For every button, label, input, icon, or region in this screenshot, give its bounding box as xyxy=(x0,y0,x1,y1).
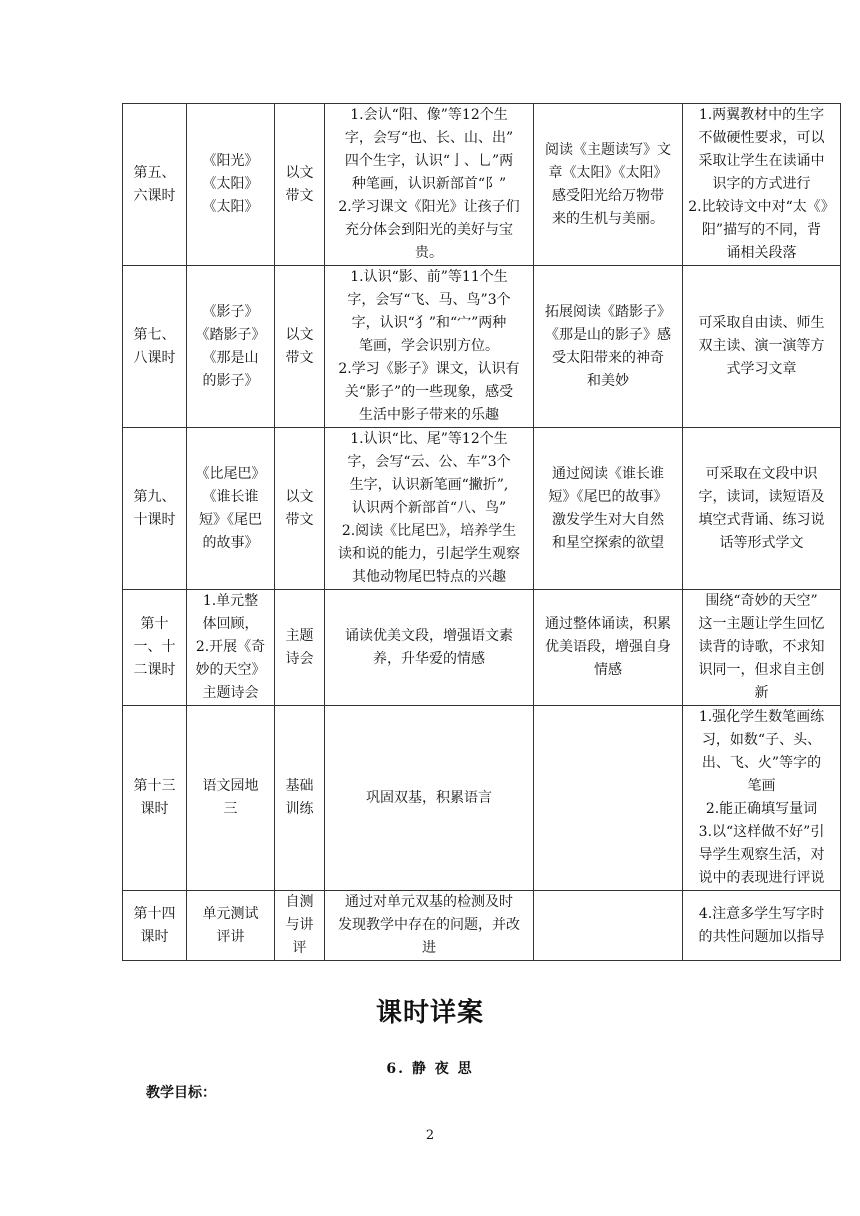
cell-line: 短》《尾巴 xyxy=(199,511,262,528)
cell-line: 生活中影子带来的乐趣 xyxy=(359,407,499,423)
lesson-title: 6. 静 夜 思 xyxy=(386,1061,474,1077)
cell-line: 2.阅读《比尾巴》，培养学生 xyxy=(341,523,517,539)
mode-cell xyxy=(275,428,325,590)
cell-line: 阅读《主题读写》文 xyxy=(545,141,671,158)
cell-line: 自测 xyxy=(285,894,314,910)
cell-line: 主题 xyxy=(285,627,314,644)
cell-line: 《踏影子》 xyxy=(195,326,266,343)
mode-cell xyxy=(275,266,325,428)
cell-line: 的影子》 xyxy=(202,372,259,389)
table-row xyxy=(123,428,841,590)
table-row xyxy=(123,104,841,266)
cell-line: 认识两个新部首“八、鸟” xyxy=(351,500,507,516)
cell-line: 发现教学中存在的问题，并改 xyxy=(338,917,520,933)
cell-line: 2.学习《影子》课文，认识有 xyxy=(338,361,520,377)
cell-line: 主题诗会 xyxy=(202,685,259,701)
cell-line: 读背的诗歌，不求知 xyxy=(698,639,825,655)
cell-line: 第五、 xyxy=(133,164,176,181)
cell-line: 1.单元整 xyxy=(202,593,259,609)
notes-cell xyxy=(683,706,841,891)
texts-cell xyxy=(187,428,275,590)
table-row xyxy=(123,266,841,428)
period-cell xyxy=(123,266,187,428)
cell-line: 诵相关段落 xyxy=(726,245,797,261)
cell-line: 《那是山 xyxy=(202,349,259,366)
cell-line: 养，升华爱的情感 xyxy=(373,650,485,667)
cell-line: 字，会写“云、公、车”3个 xyxy=(347,454,511,470)
cell-line: 感受阳光给万物带 xyxy=(552,187,664,204)
reading-cell xyxy=(534,590,683,706)
cell-line: 识同一，但求自主创 xyxy=(698,662,825,678)
cell-line: 第九、 xyxy=(133,488,176,505)
mode-cell xyxy=(275,891,325,961)
cell-line: 2.能正确填写量词 xyxy=(705,801,818,817)
cell-line: 以文 xyxy=(285,326,314,343)
cell-line: 以文 xyxy=(285,488,314,505)
cell-line: 六课时 xyxy=(133,187,176,204)
table-row xyxy=(123,891,841,961)
cell-line: 可采取在文段中识 xyxy=(705,465,818,482)
cell-line: 巩固双基，积累语言 xyxy=(366,789,492,806)
goals-cell xyxy=(325,706,534,891)
cell-line: 诗会 xyxy=(285,650,314,667)
cell-line: 《影子》 xyxy=(202,303,259,320)
cell-line: 与讲 xyxy=(285,917,314,933)
cell-line: 采取让学生在读诵中 xyxy=(698,153,825,169)
cell-line: 十课时 xyxy=(133,511,176,528)
reading-cell xyxy=(534,428,683,590)
cell-line: 种笔画，认识新部首“阝” xyxy=(351,176,507,192)
cell-line: 基础 xyxy=(285,778,314,794)
cell-line: 围绕“奇妙的天空” xyxy=(705,593,818,609)
cell-line: 带文 xyxy=(285,349,314,366)
texts-cell xyxy=(187,706,275,891)
notes-cell xyxy=(683,428,841,590)
cell-line: 话等形式学文 xyxy=(719,534,804,551)
cell-line: 可采取自由读、师生 xyxy=(698,315,825,331)
cell-line: 贵。 xyxy=(415,245,443,261)
cell-line: 的故事》 xyxy=(202,534,259,551)
period-cell xyxy=(123,891,187,961)
cell-line: 《谁长谁 xyxy=(202,488,259,505)
period-cell xyxy=(123,104,187,266)
cell-line: 导学生观察生活，对 xyxy=(698,847,825,863)
goals-cell xyxy=(325,428,534,590)
cell-line: 2.学习课文《阳光》让孩子们 xyxy=(338,199,520,215)
cell-line: 《太阳》 xyxy=(202,176,259,192)
cell-line: 章《太阳》《太阳》 xyxy=(548,164,668,181)
cell-line: 三 xyxy=(223,801,238,817)
cell-line: 八课时 xyxy=(133,349,176,366)
cell-line: 语文园地 xyxy=(202,778,259,794)
cell-line: 字，读词，读短语及 xyxy=(698,488,825,505)
cell-line: 习，如数“子、头、 xyxy=(701,732,822,748)
cell-line: 评讲 xyxy=(216,928,245,945)
cell-line: 4.注意多学生写字时 xyxy=(698,905,825,922)
cell-line: 课时 xyxy=(140,928,169,945)
cell-line: 字，会写“飞、马、鸟”3个 xyxy=(347,292,511,308)
cell-line: 带文 xyxy=(285,187,314,204)
cell-line: 《太阳》 xyxy=(202,199,259,215)
cell-line: 2.比较诗文中对“太《》 xyxy=(688,199,835,215)
texts-cell xyxy=(187,891,275,961)
cell-line: 式学习文章 xyxy=(726,361,797,377)
cell-line: 第十 xyxy=(140,616,169,632)
cell-line: 的共性问题加以指导 xyxy=(698,928,825,945)
cell-line: 通过对单元双基的检测及时 xyxy=(345,894,513,910)
doc-title: 课时详案 xyxy=(375,998,484,1028)
objective-label: 教学目标： xyxy=(146,1085,216,1101)
cell-line: 《阳光》 xyxy=(202,153,259,169)
period-cell xyxy=(123,428,187,590)
cell-line: 二课时 xyxy=(133,662,176,678)
cell-line: 关“影子”的一些现象，感受 xyxy=(344,384,514,400)
cell-line: 体回顾， xyxy=(202,616,259,632)
mode-cell xyxy=(275,706,325,891)
cell-line: 和美妙 xyxy=(587,372,629,389)
cell-line: 双主读、演一演等方 xyxy=(698,338,825,354)
cell-line: 阳”描写的不同，背 xyxy=(701,222,822,238)
cell-line: 第七、 xyxy=(133,326,176,343)
cell-line: 其他动物尾巴特点的兴趣 xyxy=(352,569,506,585)
reading-cell xyxy=(534,706,683,891)
cell-line: 笔画，学会识别方位。 xyxy=(359,338,499,354)
cell-line: 1.会认“阳、像”等12个生 xyxy=(350,107,508,123)
cell-line: 优美语段，增强自身 xyxy=(545,639,671,655)
cell-line: 不做硬性要求，可以 xyxy=(698,130,825,146)
cell-line: 一、十 xyxy=(133,639,176,655)
cell-line: 1.认识“影、前”等11个生 xyxy=(350,269,508,285)
cell-line: 新 xyxy=(754,685,769,701)
cell-line: 第十四 xyxy=(133,905,176,922)
cell-line: 训练 xyxy=(285,801,314,817)
notes-cell xyxy=(683,590,841,706)
cell-line: 字，认识“犭”和“宀”两种 xyxy=(351,315,507,331)
cell-line: 课时 xyxy=(140,801,169,817)
lesson-schedule-table xyxy=(122,103,841,961)
texts-cell xyxy=(187,266,275,428)
cell-line: 1.两翼教材中的生字 xyxy=(698,107,825,123)
cell-line: 读和说的能力，引起学生观察 xyxy=(338,546,520,562)
texts-cell xyxy=(187,590,275,706)
cell-line: 通过阅读《谁长谁 xyxy=(552,465,664,482)
cell-line: 出、飞、火”等字的 xyxy=(701,755,822,771)
cell-line: 生字，认识新笔画“撇折”, xyxy=(349,477,509,493)
goals-cell xyxy=(325,266,534,428)
cell-line: 情感 xyxy=(594,662,622,678)
notes-cell xyxy=(683,266,841,428)
cell-line: 受太阳带来的神奇 xyxy=(552,349,664,366)
cell-line: 激发学生对大自然 xyxy=(552,511,664,528)
cell-line: 填空式背诵、练习说 xyxy=(698,511,825,528)
cell-line: 说中的表现进行评说 xyxy=(698,870,825,886)
cell-line: 四个生字，认识“亅、乚”两 xyxy=(344,153,514,169)
period-cell xyxy=(123,706,187,891)
notes-cell xyxy=(683,891,841,961)
cell-line: 以文 xyxy=(285,164,314,181)
cell-line: 通过整体诵读，积累 xyxy=(545,616,671,632)
cell-line: 第十三 xyxy=(133,778,176,794)
period-cell xyxy=(123,590,187,706)
cell-line: 1.认识“比、尾”等12个生 xyxy=(350,431,508,447)
cell-line: 识字的方式进行 xyxy=(712,176,811,192)
cell-line: 充分体会到阳光的美好与宝 xyxy=(345,222,513,238)
cell-line: 和星空探索的欲望 xyxy=(552,534,664,551)
texts-cell xyxy=(187,104,275,266)
mode-cell xyxy=(275,590,325,706)
reading-cell xyxy=(534,891,683,961)
cell-line: 妙的天空》 xyxy=(195,662,266,678)
goals-cell xyxy=(325,891,534,961)
cell-line: 拓展阅读《踏影子》 xyxy=(545,303,671,320)
schedule-table-body xyxy=(123,104,841,961)
cell-line: 来的生机与美丽。 xyxy=(552,210,664,227)
mode-cell xyxy=(275,104,325,266)
cell-line: 进 xyxy=(422,940,436,956)
cell-line: 3.以“这样做不好”引 xyxy=(698,824,825,840)
cell-line: 《比尾巴》 xyxy=(195,465,266,482)
cell-line: 评 xyxy=(292,940,307,956)
cell-line: 笔画 xyxy=(747,778,776,794)
cell-line: 这一主题让学生回忆 xyxy=(698,616,825,632)
reading-cell xyxy=(534,266,683,428)
cell-line: 诵读优美文段，增强语文素 xyxy=(345,627,513,644)
cell-line: 带文 xyxy=(285,511,314,528)
cell-line: 单元测试 xyxy=(202,905,259,922)
table-row xyxy=(123,706,841,891)
cell-line: 1.强化学生数笔画练 xyxy=(698,709,825,725)
goals-cell xyxy=(325,104,534,266)
cell-line: 字，会写“也、长、山、出” xyxy=(344,130,514,146)
notes-cell xyxy=(683,104,841,266)
goals-cell xyxy=(325,590,534,706)
cell-line: 《那是山的影子》感 xyxy=(545,326,671,343)
table-row xyxy=(123,590,841,706)
reading-cell xyxy=(534,104,683,266)
page-number: 2 xyxy=(425,1128,435,1143)
cell-line: 2.开展《奇 xyxy=(195,639,266,655)
cell-line: 短》《尾巴的故事》 xyxy=(548,488,668,505)
